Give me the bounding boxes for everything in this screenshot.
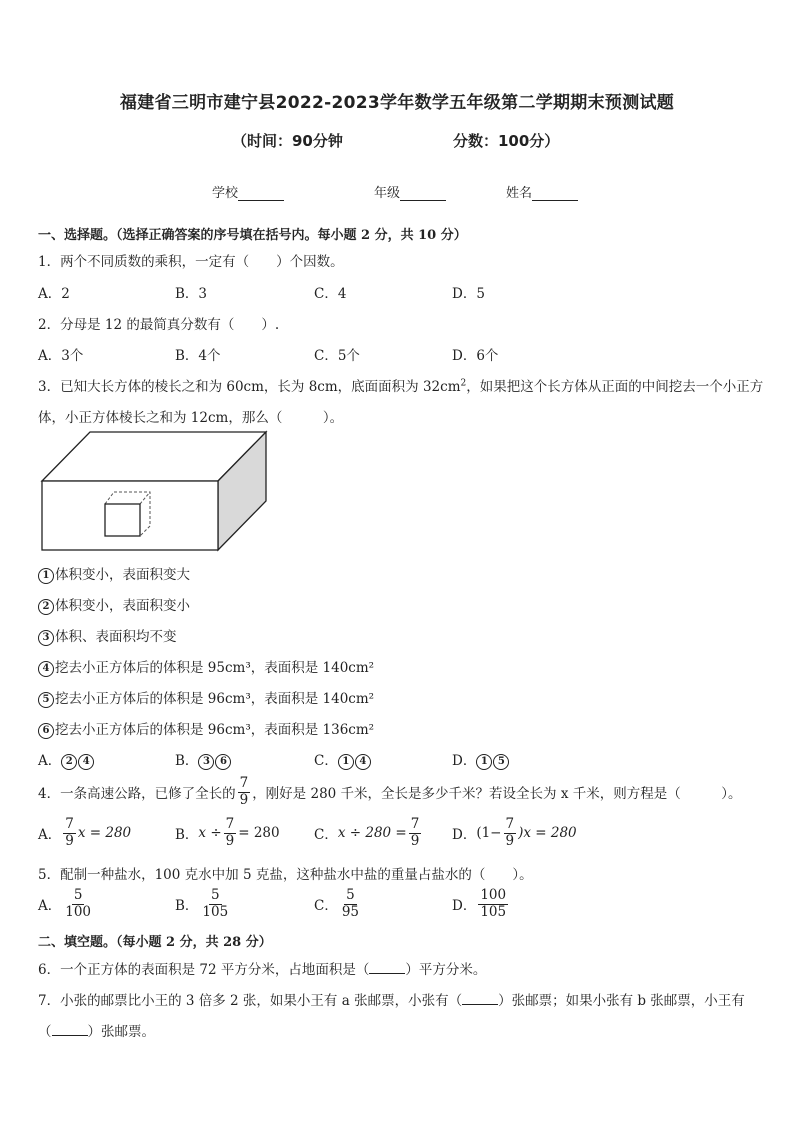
q2-option-a: A．3个 [38, 348, 84, 364]
statement-text: 体积变小，表面积变小 [55, 598, 190, 614]
q7-text-c: （ [38, 1024, 52, 1040]
q7-answer-blank-2 [52, 1023, 88, 1036]
q4-fraction [238, 776, 251, 808]
q3-statement-4 [38, 656, 374, 677]
circled-number: 5 [38, 692, 54, 708]
option-label: C． [314, 898, 338, 915]
numerator: 5 [211, 887, 220, 903]
q3-option-a [38, 749, 95, 770]
q4-option-c [314, 817, 423, 849]
statement-text: 体积变小，表面积变大 [55, 567, 190, 583]
circled-number: 1 [38, 568, 54, 584]
circled-number: 4 [355, 754, 371, 770]
q3-statement-1 [38, 563, 190, 584]
statement-text: 体积、表面积均不变 [55, 629, 177, 645]
circled-number: 4 [38, 661, 54, 677]
circled-number: 1 [476, 754, 492, 770]
q4-option-d [452, 817, 577, 849]
statement-text: 挖去小正方体后的体积是 95cm³，表面积是 140cm² [55, 660, 375, 676]
option-expression: = 280 [238, 825, 280, 842]
q4-option-b [175, 817, 280, 849]
numerator: 5 [73, 887, 83, 903]
q7-text-b: ）张邮票；如果小张有 b 张邮票，小王有 [498, 993, 745, 1009]
q3-statement-2 [38, 594, 190, 615]
option-label: D． [452, 827, 477, 844]
question-3-stem-line1 [38, 375, 763, 395]
q3-statement-3 [38, 625, 177, 646]
q7-answer-blank-1 [462, 992, 498, 1005]
q2-option-b: B．4个 [175, 348, 221, 364]
numerator: 7 [225, 816, 235, 832]
denominator: 105 [202, 903, 229, 920]
option-expression: x ÷ 280 = [337, 825, 407, 842]
q5-option-a [38, 888, 95, 920]
q5-option-c [314, 888, 363, 920]
denominator: 95 [341, 903, 360, 920]
option-label: C． [314, 827, 338, 844]
option-fraction [63, 817, 76, 849]
option-fraction [63, 888, 93, 920]
option-fraction [224, 817, 237, 849]
q3-option-d [452, 749, 510, 770]
question-7-stem-line1 [38, 989, 745, 1009]
option-label: B． [175, 753, 199, 769]
q1-option-a: A．2 [38, 286, 70, 302]
name-field [506, 182, 578, 201]
denominator: 100 [65, 903, 92, 920]
question-2-stem: 2．分母是 12 的最简真分数有（ ）. [38, 317, 280, 333]
q3-option-b [175, 749, 232, 770]
q6-text-b: ）平方分米。 [405, 962, 487, 978]
circled-number: 6 [215, 754, 231, 770]
option-label: D． [452, 753, 477, 769]
q7-text-a: 7．小张的邮票比小王的 3 倍多 2 张，如果小王有 a 张邮票，小张有（ [38, 993, 463, 1009]
numerator: 7 [505, 816, 515, 832]
q6-text-a: 6．一个正方体的表面积是 72 平方分米，占地面积是（ [38, 962, 370, 978]
option-expression: x ÷ [198, 825, 222, 842]
q3-option-c [314, 749, 372, 770]
name-label: 姓名 [506, 186, 533, 201]
statement-text: 挖去小正方体后的体积是 96cm³，表面积是 140cm² [55, 691, 375, 707]
option-label: A． [38, 827, 62, 844]
circled-number: 2 [38, 599, 54, 615]
circled-number: 2 [61, 754, 77, 770]
q3-statement-6 [38, 718, 374, 739]
option-label: A． [38, 753, 62, 769]
q4-stem-part-b: ，刚好是 280 千米，全长是多少千米？若设全长为 x 千米，则方程是（ ）。 [252, 786, 742, 803]
question-7-stem-line2 [38, 1020, 155, 1040]
denominator: 9 [239, 791, 249, 808]
q3-statement-5 [38, 687, 374, 708]
option-fraction [478, 888, 508, 920]
section-2-heading: 二、填空题。（每小题 2 分，共 28 分） [38, 935, 272, 950]
name-blank [532, 186, 578, 201]
option-expression: (1− [476, 825, 502, 842]
school-label: 学校 [212, 186, 239, 201]
numerator: 7 [410, 816, 420, 832]
denominator: 9 [410, 832, 420, 849]
question-4-stem [38, 776, 741, 808]
option-expression: )x = 280 [518, 825, 577, 842]
option-label: C． [314, 753, 338, 769]
cuboid-figure [40, 430, 270, 552]
circled-number: 5 [493, 754, 509, 770]
section-1-heading: 一、选择题。（选择正确答案的序号填在括号内。每小题 2 分，共 10 分） [38, 228, 467, 243]
circled-number: 1 [338, 754, 354, 770]
q3-stem-part-b: ，如果把这个长方体从正面的中间挖去一个小正方 [466, 379, 764, 395]
page-title: 福建省三明市建宁县2022-2023学年数学五年级第二学期期末预测试题 [119, 93, 675, 113]
q3-stem-part-a: 3．已知大长方体的棱长之和为 60cm，长为 8cm，底面面积为 32cm [38, 379, 461, 395]
exam-time: （时间：90分钟 [232, 132, 343, 150]
statement-text: 挖去小正方体后的体积是 96cm³，表面积是 136cm² [55, 722, 375, 738]
q5-option-b [175, 888, 232, 920]
option-fraction [200, 888, 230, 920]
question-6-stem [38, 958, 486, 978]
option-expression: x = 280 [77, 825, 132, 842]
numerator: 7 [65, 816, 74, 832]
question-1-stem: 1．两个不同质数的乘积，一定有（ ）个因数。 [38, 254, 344, 270]
q1-option-d: D．5 [452, 286, 485, 302]
grade-field [374, 182, 446, 201]
question-3-stem-line2: 体，小正方体棱长之和为 12cm，那么（ ）。 [38, 410, 344, 426]
option-fraction [409, 817, 422, 849]
exam-score: 分数：100分） [453, 132, 560, 150]
option-label: D． [452, 898, 477, 915]
option-label: B． [175, 827, 199, 844]
option-label: A． [38, 898, 62, 915]
q1-option-c: C．4 [314, 286, 347, 302]
q5-option-d [452, 888, 510, 920]
denominator: 9 [65, 832, 74, 849]
q3-superscript: 2 [460, 378, 467, 389]
option-fraction [504, 817, 517, 849]
school-blank [238, 186, 284, 201]
grade-label: 年级 [374, 186, 401, 201]
denominator: 9 [225, 832, 235, 849]
q2-option-d: D．6个 [452, 348, 499, 364]
q4-stem-part-a: 4．一条高速公路，已修了全长的 [38, 786, 236, 803]
option-label: B． [175, 898, 199, 915]
circled-number: 3 [198, 754, 214, 770]
numerator: 100 [480, 887, 507, 903]
numerator: 5 [346, 887, 355, 903]
school-field [212, 182, 284, 201]
denominator: 105 [480, 903, 507, 920]
q6-answer-blank [369, 961, 405, 974]
question-5-stem: 5．配制一种盐水，100 克水中加 5 克盐，这种盐水中盐的重量占盐水的（ ）。 [38, 867, 533, 883]
circled-number: 3 [38, 630, 54, 646]
q2-option-c: C．5个 [314, 348, 360, 364]
q4-option-a [38, 817, 131, 849]
circled-number: 4 [78, 754, 94, 770]
denominator: 9 [505, 832, 515, 849]
numerator: 7 [239, 775, 249, 791]
q7-text-d: ）张邮票。 [87, 1024, 155, 1040]
option-fraction [340, 888, 361, 920]
circled-number: 6 [38, 723, 54, 739]
grade-blank [400, 186, 446, 201]
small-cube-front [105, 504, 140, 536]
q1-option-b: B．3 [175, 286, 208, 302]
